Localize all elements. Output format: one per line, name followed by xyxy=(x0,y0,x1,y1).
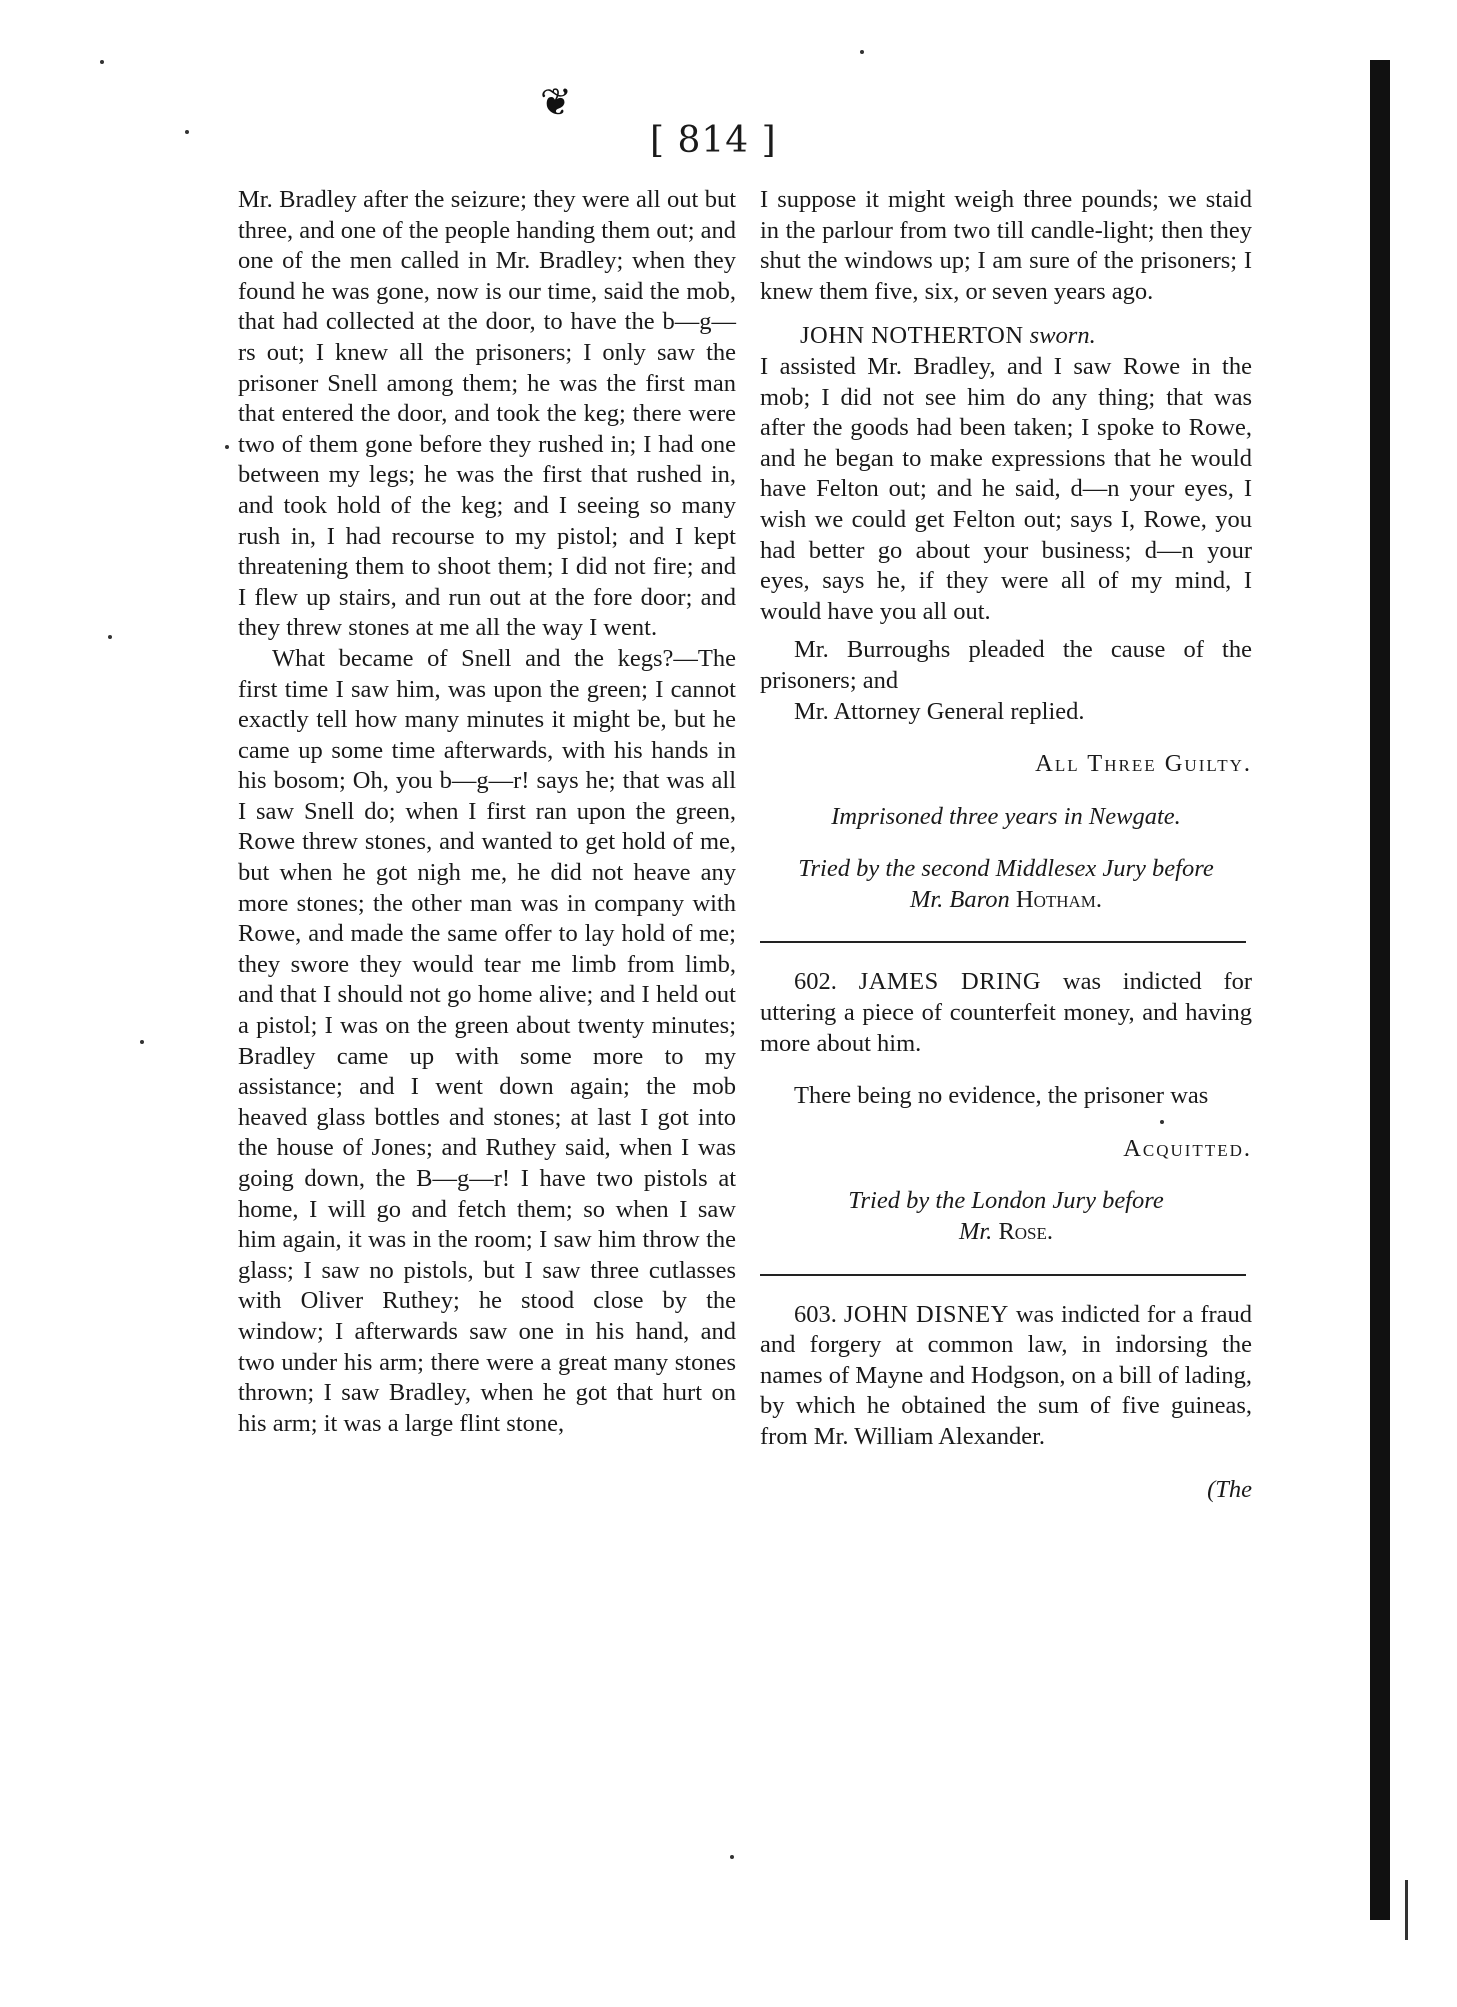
page-number: [ 814 ] xyxy=(650,120,777,161)
case-602 xyxy=(760,967,1252,1059)
witness-sworn: sworn. xyxy=(1029,322,1096,350)
sentence-line: Imprisoned three years in Newgate. xyxy=(831,802,1181,830)
replied-line: Mr. Attorney General replied. xyxy=(794,697,1085,725)
tried-2-line-1: Tried by the London Jury before xyxy=(848,1187,1164,1215)
tried-before-london xyxy=(760,1186,1252,1247)
scan-speck xyxy=(1160,1120,1164,1124)
verdict-guilty: All Three Guilty. xyxy=(1035,750,1252,778)
section-divider xyxy=(760,941,1246,943)
tried-before-middlesex xyxy=(760,854,1252,915)
scan-speck xyxy=(730,1855,734,1859)
page-edge-shadow xyxy=(1370,60,1390,1920)
section-divider-2 xyxy=(760,1274,1246,1276)
scan-speck xyxy=(185,130,189,134)
evidence-line: There being no evidence, the prisoner was xyxy=(794,1082,1209,1110)
right-paragraph-continuation: I suppose it might weigh three pounds; we staid in the parlour from two till candle-light; then they shut the windows up; I am sure of the prisoners; I knew them five, six, or seven years ago. xyxy=(760,186,1252,305)
judge-name-rose: Rose. xyxy=(998,1218,1054,1246)
left-paragraph-question: What became of Snell and the kegs?—The first time I saw him, was upon the green; I cannot exactly tell how many minutes it might be, but he came up some time afterwards, with his hands in his bosom; Oh, you b—g—r! says he; that was all I saw Snell do; when I first ran upon the green, Rowe threw stones, and wanted to get hold of me, but when he got nigh me, he did not heave any more stones; the other man was in company with Rowe, and made the same offer to lay hold of me; they swore they would tear me limb from limb, and that I should not go home alive; and I held out a pistol; I was on the green about twenty minutes; Bradley came up with some more to my assistance; and I went down again; the mob heaved glass bottles and stones; at last I got into the house of Jones; and Ruthey said, when I was going down, the B—g—r! I have two pistols at home, I will go and fetch them; so when I saw him again, it was in the room; I saw him throw the glass; I saw no pistols, but I saw three cutlasses with Oliver Ruthey; he stood close by the window; I afterwards saw one in his hand, and two under his arm; there were a great many stones thrown; I saw Bradley, when he got that hurt on his arm; it was a large flint stone, xyxy=(238,644,736,1437)
judge-name-hotham: Hotham. xyxy=(1015,885,1103,913)
witness-testimony: I assisted Mr. Bradley, and I saw Rowe in the mob; I did not see him do any thing; that was after the goods had been taken; I spoke to Rowe, and he began to make expressions that he would have Felton out; and he said, d—n your eyes, I wish we could get Felton out; says I, Rowe, you had better go about your business; d—n your eyes, says he, if they were all of my mind, I would have you all out. xyxy=(760,352,1252,625)
witness-heading xyxy=(760,321,1252,352)
witness-name: JOHN NOTHERTON xyxy=(800,322,1024,350)
right-column xyxy=(760,185,1252,1505)
scan-speck xyxy=(100,60,104,64)
case-603-text: was indicted for a fraud and forgery at common law, in indorsing the names of Mayne and Hodgson, on a bill of lading, by which he obtained the sum of five guineas, from Mr. William Alexander. xyxy=(760,1300,1253,1450)
case-603-name: JOHN DISNEY xyxy=(843,1300,1009,1328)
scan-speck xyxy=(140,1040,144,1044)
tried-2-line-2-prefix: Mr. xyxy=(958,1218,993,1246)
scan-margin-mark xyxy=(1405,1880,1408,1940)
catchword: (The xyxy=(1207,1475,1252,1503)
scan-speck xyxy=(860,50,864,54)
case-602-number: 602. xyxy=(794,968,837,996)
tried-line-1: Tried by the second Middlesex Jury before xyxy=(798,855,1214,883)
case-603 xyxy=(760,1300,1252,1453)
left-column xyxy=(238,185,736,1439)
printer-ornament: ❦ xyxy=(540,80,572,124)
tried-line-2-prefix: Mr. Baron xyxy=(909,885,1010,913)
verdict-acquitted: Acquitted. xyxy=(1123,1134,1252,1162)
case-602-text: was indicted for uttering a piece of counterfeit money, and having more about him. xyxy=(760,968,1253,1057)
scan-speck xyxy=(225,445,229,449)
left-paragraph-continuation: Mr. Bradley after the seizure; they were all out but three, and one of the people handing them out; and one of the men called in Mr. Bradley; when they found he was gone, now is our time, said the mob, that had collected at the door, to have the b—g—rs out; I knew all the prisoners; I only saw the prisoner Snell among them; he was the first man that entered the door, and took the keg; there were two of them gone before they rushed in; I had one between my legs; he was the first that rushed in, and took hold of the keg; and I seeing so many rush in, I had recourse to my pistol; and I kept threatening them to shoot them; I did not fire; and I flew up stairs, and run out at the fore door; and they threw stones at me all the way I went. xyxy=(238,186,737,642)
case-603-number: 603. xyxy=(794,1300,837,1328)
pleading-line: Mr. Burroughs pleaded the cause of the prisoners; and xyxy=(760,636,1252,694)
scan-speck xyxy=(108,635,112,639)
case-602-name: JAMES DRING xyxy=(858,968,1042,996)
